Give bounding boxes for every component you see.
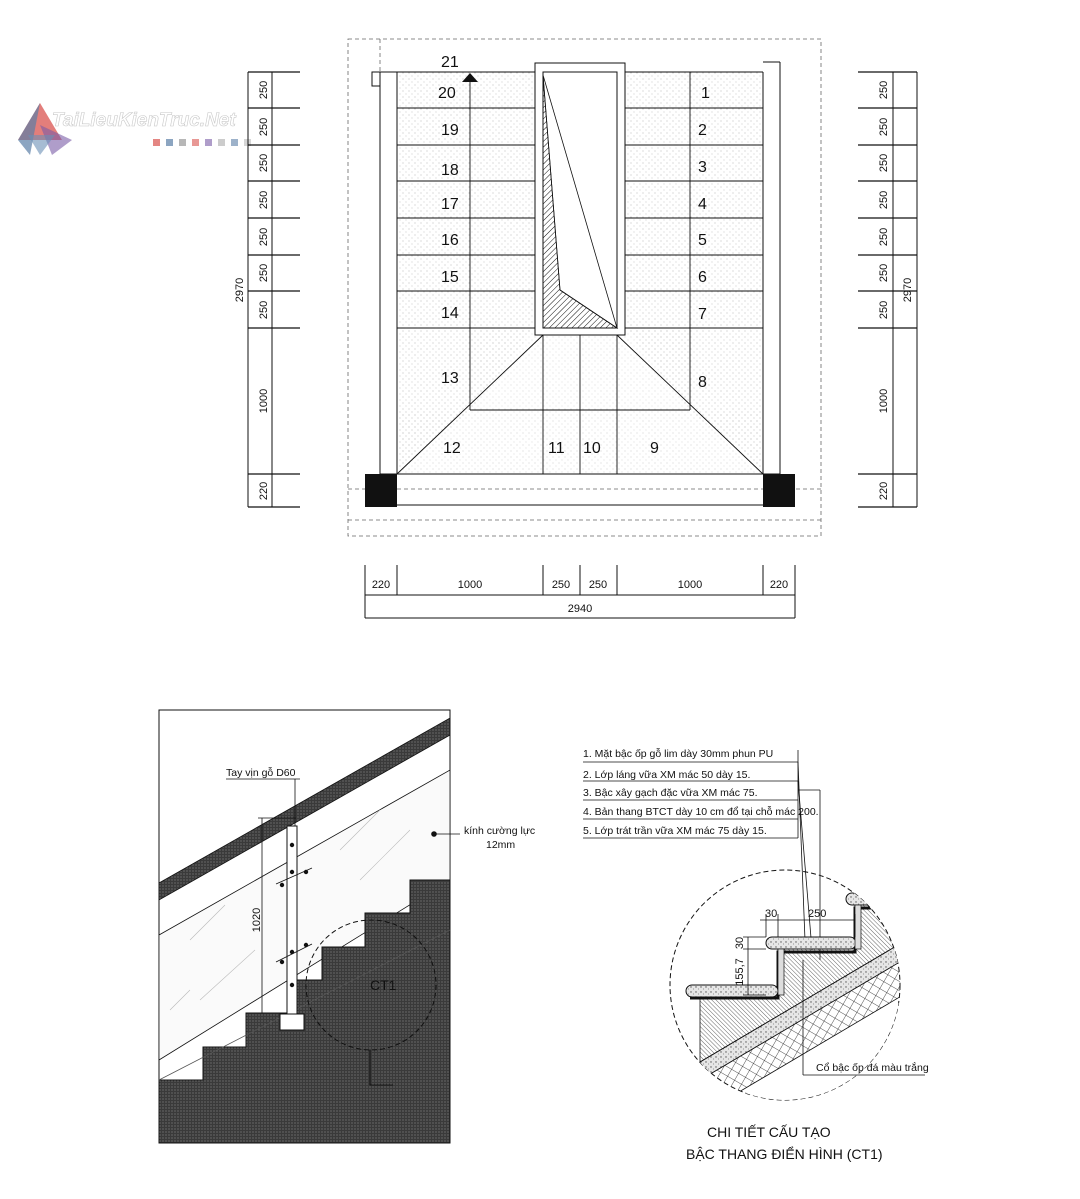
step-number: 10: [583, 440, 601, 457]
dim-250: 250: [808, 908, 827, 920]
dim-label: 250: [258, 227, 270, 247]
dim-label: 250: [878, 263, 890, 283]
detail-title-line-2: BẬC THANG ĐIỂN HÌNH (CT1): [686, 1146, 883, 1162]
dim-total: 2970: [902, 277, 914, 303]
step-number: 14: [441, 305, 459, 322]
step-number: 4: [698, 196, 707, 213]
handrail-label: Tay vịn gỗ D60: [226, 767, 296, 779]
dim-label: 250: [878, 227, 890, 247]
dim-label: 250: [258, 117, 270, 137]
column-right: [763, 474, 795, 507]
dim-label: 1000: [878, 388, 890, 414]
dim-label: 220: [371, 579, 391, 591]
step-number: 12: [443, 440, 461, 457]
dim-label: 220: [769, 579, 789, 591]
dim-label: 250: [878, 117, 890, 137]
step-number: 6: [698, 269, 707, 286]
nosing-label: Cổ bậc ốp đá màu trắng: [816, 1062, 929, 1074]
column-left: [365, 474, 397, 507]
step-number: 16: [441, 232, 459, 249]
step-number: 5: [698, 232, 707, 249]
dim-label: 250: [258, 190, 270, 210]
step-number: 13: [441, 370, 459, 387]
railing-section: [159, 710, 535, 1143]
note-item: 2. Lớp láng vữa XM mác 50 dày 15.: [583, 769, 751, 781]
dim-label: 1000: [258, 388, 270, 414]
dim-30-vertical: 30: [734, 936, 746, 950]
dim-label: 1000: [677, 579, 703, 591]
note-item: 5. Lớp trát trần vữa XM mác 75 dày 15.: [583, 825, 767, 837]
dim-label: 250: [258, 300, 270, 320]
dim-total: 2970: [234, 277, 246, 303]
dim-label: 250: [878, 190, 890, 210]
dim-label: 250: [878, 300, 890, 320]
step-number: 15: [441, 269, 459, 286]
dim-label: 1000: [457, 579, 483, 591]
dim-label: 250: [588, 579, 608, 591]
step-number: 20: [438, 85, 456, 102]
step-number: 18: [441, 162, 459, 179]
dim-label: 250: [258, 153, 270, 173]
step-number: 9: [650, 440, 659, 457]
detail-ct1: [583, 747, 929, 1162]
stair-plan: [348, 39, 821, 536]
detail-tag: CT1: [370, 977, 397, 993]
detail-title-line-1: CHI TIẾT CẤU TẠO: [707, 1124, 831, 1140]
step-number: 11: [548, 440, 565, 457]
step-number: 19: [441, 122, 459, 139]
step-number: 17: [441, 196, 459, 213]
step-number: 7: [698, 306, 707, 323]
dim-total: 2940: [567, 603, 593, 615]
watermark-text: TaiLieuKienTruc.Net: [52, 110, 236, 131]
step-number: 21: [441, 54, 459, 71]
dim-label: 250: [258, 263, 270, 283]
railing-height-dim: 1020: [251, 907, 263, 933]
dim-label: 250: [258, 80, 270, 100]
dim-label: 250: [878, 80, 890, 100]
watermark-logo: [18, 103, 251, 155]
notes-list: [583, 747, 819, 837]
dim-30: 30: [765, 908, 778, 920]
step-number: 8: [698, 374, 707, 391]
dim-label: 220: [258, 481, 270, 501]
glass-label: kính cường lực: [464, 825, 536, 837]
step-number: 3: [698, 159, 707, 176]
step-number: 2: [698, 122, 707, 139]
step-number: 1: [701, 85, 710, 102]
note-item: 1. Mặt bậc ốp gỗ lim dày 30mm phun PU: [583, 748, 774, 760]
dim-155: 155,7: [734, 958, 746, 986]
left-dimension-chain: [248, 72, 300, 507]
note-item: 4. Bản thang BTCT dày 10 cm đổ tại chỗ mác 200.: [583, 806, 819, 818]
dim-label: 250: [878, 153, 890, 173]
dim-label: 220: [878, 481, 890, 501]
glass-thickness-label: 12mm: [486, 839, 516, 851]
note-item: 3. Bậc xây gạch đặc vữa XM mác 75.: [583, 787, 758, 799]
dim-label: 250: [551, 579, 571, 591]
